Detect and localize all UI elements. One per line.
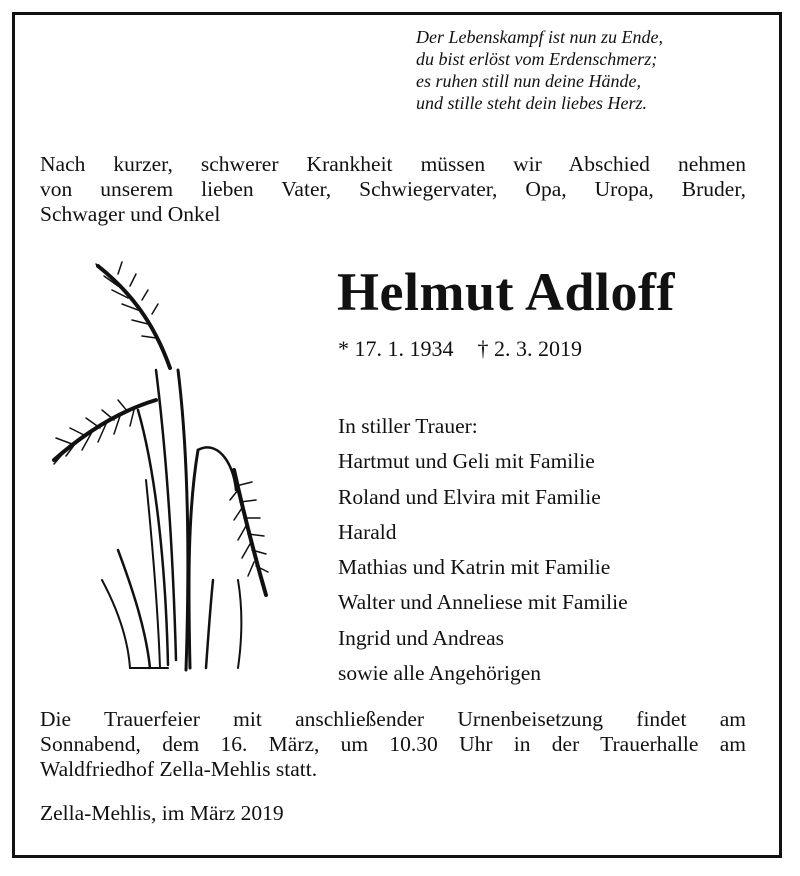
deceased-name: Helmut Adloff bbox=[337, 262, 675, 322]
place-and-date: Zella-Mehlis, im März 2019 bbox=[40, 801, 284, 825]
mourners-list bbox=[338, 409, 628, 691]
funeral-info bbox=[40, 707, 746, 782]
mourner-name: Mathias und Katrin mit Familie bbox=[338, 555, 611, 580]
mourner-name: Walter und Anneliese mit Familie bbox=[338, 590, 628, 615]
funeral-line: Sonnabend, dem 16. März, um 10.30 Uhr in der Trauerhalle am bbox=[40, 732, 746, 756]
intro-line: Schwager und Onkel bbox=[40, 202, 221, 226]
intro-line: Nach kurzer, schwerer Krankheit müssen wir Abschied nehmen bbox=[40, 152, 746, 176]
mourner-name: Hartmut und Geli mit Familie bbox=[338, 449, 595, 474]
life-dates bbox=[338, 336, 582, 362]
wheat-illustration bbox=[38, 250, 288, 680]
poem bbox=[416, 26, 756, 114]
mourner-name: Harald bbox=[338, 519, 397, 544]
intro-line: von unserem lieben Vater, Schwiegervater, Opa, Uropa, Bruder, bbox=[40, 177, 746, 201]
mourner-name: Ingrid und Andreas bbox=[338, 625, 504, 650]
birth-date: * 17. 1. 1934 bbox=[338, 336, 454, 361]
poem-line: und stille steht dein liebes Herz. bbox=[416, 93, 647, 113]
intro-text bbox=[40, 152, 746, 227]
poem-line: Der Lebenskampf ist nun zu Ende, bbox=[416, 27, 663, 47]
mourner-name: Roland und Elvira mit Familie bbox=[338, 484, 601, 509]
funeral-line: Waldfriedhof Zella-Mehlis statt. bbox=[40, 757, 318, 781]
death-date: † 2. 3. 2019 bbox=[477, 336, 582, 361]
mourner-name: sowie alle Angehörigen bbox=[338, 661, 542, 686]
poem-line: du bist erlöst vom Erdenschmerz; bbox=[416, 49, 658, 69]
mourners-heading: In stiller Trauer: bbox=[338, 414, 478, 438]
poem-line: es ruhen still nun deine Hände, bbox=[416, 71, 641, 91]
funeral-line: Die Trauerfeier mit anschließender Urnenbeisetzung findet am bbox=[40, 707, 746, 731]
